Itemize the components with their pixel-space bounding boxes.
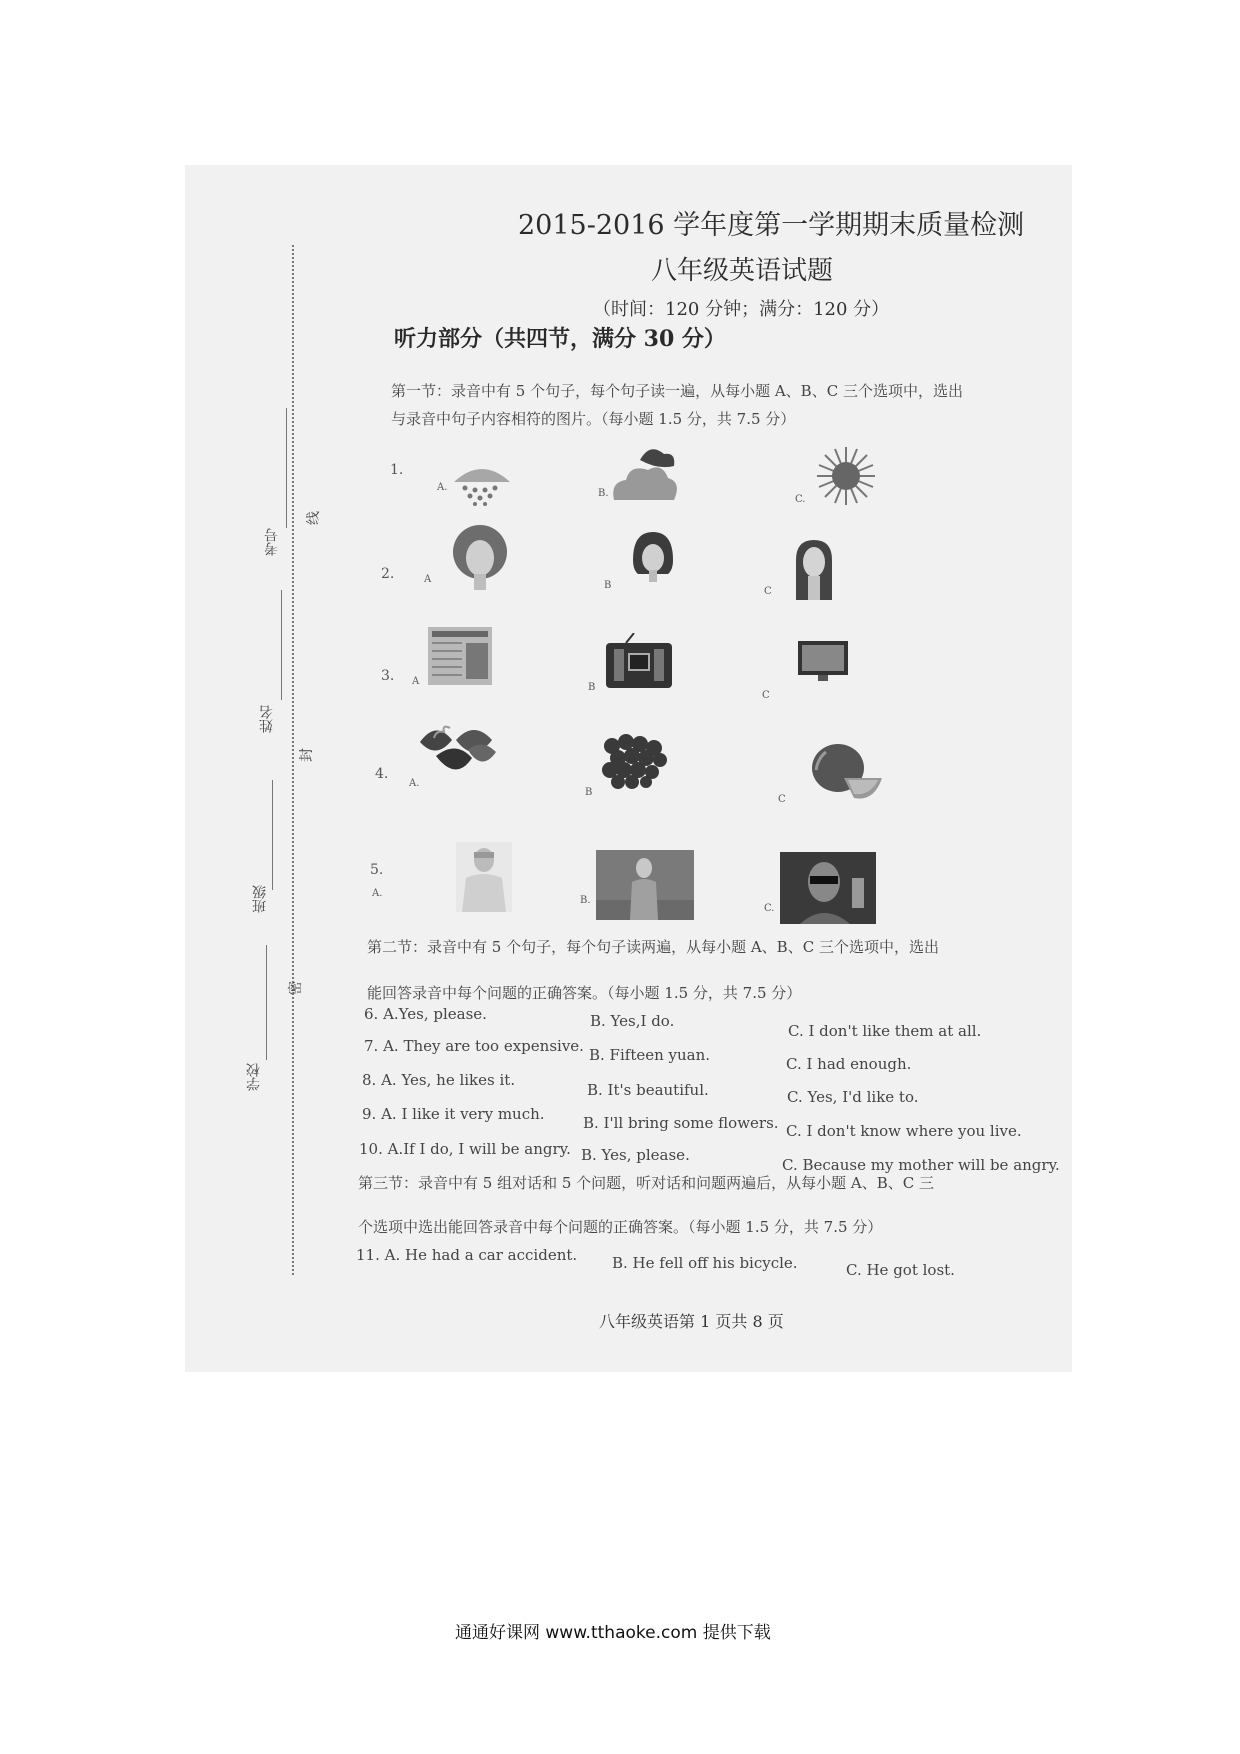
q10-option-a: 10. A.If I do, I will be angry. — [359, 1140, 571, 1158]
sec3-instruction-2: 个选项中选出能回答录音中每个问题的正确答案。（每小题 1.5 分，共 7.5 分） — [358, 1218, 883, 1236]
sec1-instruction-1: 第一节：录音中有 5 个句子，每个句子读一遍，从每小题 A、B、C 三个选项中，选出 — [391, 382, 963, 400]
cloudy-icon — [610, 442, 680, 504]
exam-subtitle: 八年级英语试题 — [651, 256, 834, 286]
q7-option-c: C. I had enough. — [786, 1055, 912, 1073]
short-hair-woman-image — [628, 530, 678, 582]
class-label: 班级 — [252, 885, 268, 913]
q11-option-b: B. He fell off his bicycle. — [612, 1254, 798, 1272]
rain-icon — [449, 460, 515, 508]
q5-option-a-label: A. — [372, 888, 383, 899]
grapes-image — [598, 728, 670, 790]
strawberries-image — [416, 720, 498, 782]
q11-option-a: 11. A. He had a car accident. — [356, 1246, 578, 1264]
television-image — [798, 641, 848, 681]
mark-line: 线 — [306, 511, 322, 525]
teacher-image — [596, 850, 694, 920]
q3-option-b-label: B — [588, 682, 596, 693]
q2-option-b-label: B — [604, 580, 612, 591]
q4-option-b-label: B — [585, 787, 593, 798]
class-underline — [272, 780, 273, 890]
time-info: （时间：120 分钟；满分：120 分） — [593, 299, 890, 320]
school-underline — [266, 945, 267, 1060]
q3-option-c-label: C — [762, 690, 770, 701]
q7-option-b: B. Fifteen yuan. — [589, 1046, 711, 1064]
sec3-instruction-1: 第三节：录音中有 5 组对话和 5 个问题，听对话和问题两遍后，从每小题 A、B、C 三 — [358, 1174, 935, 1192]
exam-title: 2015-2016 学年度第一学期期末质量检测 — [518, 210, 1025, 241]
sun-icon — [815, 445, 877, 507]
q1-number: 1. — [390, 462, 404, 478]
mark-secret: 密 — [288, 981, 304, 995]
newspaper-image — [428, 627, 492, 685]
name-underline — [281, 590, 282, 700]
exam-no-label: 考号 — [264, 528, 280, 556]
q9-option-b: B. I'll bring some flowers. — [583, 1114, 779, 1132]
name-label: 姓名 — [259, 705, 275, 733]
q5-option-c-label: C. — [764, 903, 775, 914]
musician-image — [780, 852, 876, 924]
q7-option-a: 7. A. They are too expensive. — [364, 1037, 584, 1055]
q1-option-a-label: A. — [437, 482, 448, 493]
q9-option-a: 9. A. I like it very much. — [362, 1105, 545, 1123]
listening-heading: 听力部分（共四节，满分 30 分） — [394, 326, 726, 352]
q3-number: 3. — [381, 668, 395, 684]
page-number: 八年级英语第 1 页共 8 页 — [599, 1312, 784, 1331]
q8-option-c: C. Yes, I'd like to. — [787, 1088, 919, 1106]
q2-option-a-label: A — [424, 574, 432, 585]
q11-option-c: C. He got lost. — [846, 1261, 955, 1279]
q10-option-c: C. Because my mother will be angry. — [782, 1156, 1060, 1174]
site-credit: 通通好课网 www.tthaoke.com 提供下载 — [455, 1623, 771, 1643]
school-label: 学校 — [246, 1063, 262, 1091]
q4-number: 4. — [375, 766, 389, 782]
exam-no-underline — [286, 408, 287, 528]
q2-option-c-label: C — [764, 586, 772, 597]
q8-option-a: 8. A. Yes, he likes it. — [362, 1071, 516, 1089]
curly-hair-woman-image — [448, 524, 512, 590]
watermelon-image — [808, 740, 882, 802]
q6-option-b: B. Yes,I do. — [590, 1012, 675, 1030]
doctor-image — [456, 842, 512, 912]
q6-option-c: C. I don't like them at all. — [788, 1022, 982, 1040]
q2-number: 2. — [381, 566, 395, 582]
sec2-instruction-1: 第二节：录音中有 5 个句子，每个句子读两遍，从每小题 A、B、C 三个选项中，选出 — [367, 938, 939, 956]
q1-option-c-label: C. — [795, 494, 806, 505]
q4-option-c-label: C — [778, 794, 786, 805]
q6-option-a: 6. A.Yes, please. — [364, 1005, 487, 1023]
mark-seal: 封 — [299, 748, 315, 762]
q10-option-b: B. Yes, please. — [581, 1146, 690, 1164]
q5-option-b-label: B. — [580, 895, 591, 906]
q9-option-c: C. I don't know where you live. — [786, 1122, 1022, 1140]
sec1-instruction-2: 与录音中句子内容相符的图片。（每小题 1.5 分，共 7.5 分） — [391, 410, 796, 428]
sec2-instruction-2: 能回答录音中每个问题的正确答案。（每小题 1.5 分，共 7.5 分） — [367, 984, 802, 1002]
radio-image — [606, 633, 672, 688]
q5-number: 5. — [370, 862, 384, 878]
q1-option-b-label: B. — [598, 488, 609, 499]
long-hair-woman-image — [788, 538, 840, 600]
q4-option-a-label: A. — [409, 778, 420, 789]
q8-option-b: B. It's beautiful. — [587, 1081, 709, 1099]
binding-dotted-line — [292, 245, 294, 1275]
q3-option-a-label: A — [412, 676, 420, 687]
